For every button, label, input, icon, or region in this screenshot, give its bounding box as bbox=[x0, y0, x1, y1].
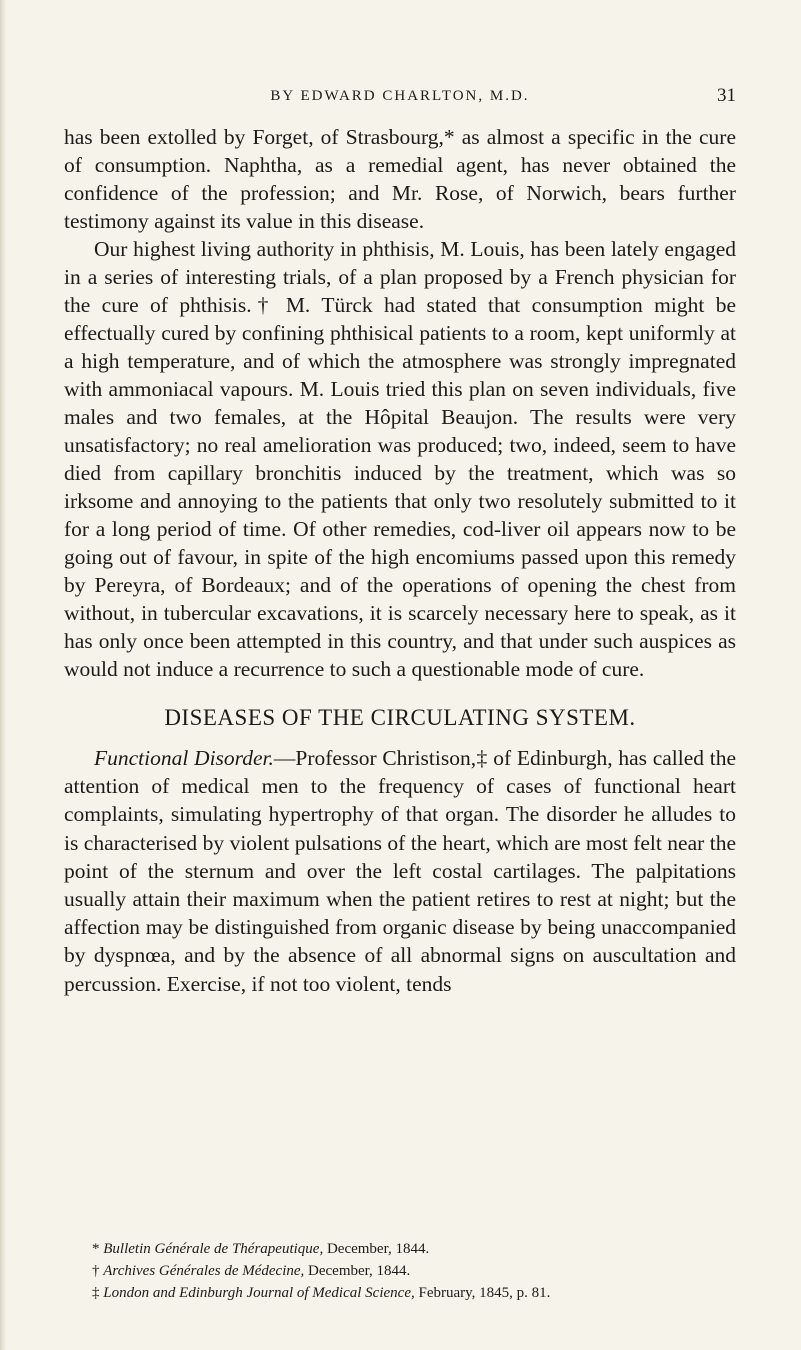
paragraph-text: —Professor Christison,‡ of Edinburgh, has called the attention of medical men to the frequency of cases of functional heart complaints, simulating hypertrophy of that organ. The disorder he alludes to is characterised by violent pulsations of the heart, which are most felt near the point of the sternum and over the left costal cartilages. The palpitations usually attain their maximum when the patient retires to rest at night; but the affection may be distinguished from organic disease by being unaccompanied by dyspnœa, and by the absence of all abnormal signs on auscultation and percussion. Exercise, if not too violent, tends bbox=[64, 746, 737, 996]
page-number: 31 bbox=[717, 85, 736, 106]
footnote bbox=[64, 1260, 736, 1282]
footnote-rest: December, 1844. bbox=[323, 1241, 430, 1257]
footnote-title: Bulletin Générale de Thérapeutique, bbox=[103, 1241, 324, 1257]
footnote bbox=[64, 1238, 736, 1260]
paragraph-label: Functional Disorder. bbox=[94, 746, 274, 770]
paragraph: has been extolled by Forget, of Strasbourg,* as almost a specific in the cure of consumption. Naphtha, as a remedial agent, has never obtained the confidence of the profession; and Mr. Rose, of Norwich, bears further testimony against its value in this disease. bbox=[64, 125, 736, 233]
footnote-mark: ‡ bbox=[92, 1285, 100, 1301]
footnote bbox=[64, 1282, 736, 1304]
footnote-title: Archives Générales de Médecine, bbox=[103, 1263, 305, 1279]
footnote-rest: December, 1844. bbox=[304, 1263, 411, 1279]
footnote-rest: February, 1845, p. 81. bbox=[414, 1285, 551, 1301]
running-head: BY EDWARD CHARLTON, M.D. bbox=[270, 88, 530, 104]
footnote-title: London and Edinburgh Journal of Medical Science, bbox=[103, 1285, 415, 1301]
section-body bbox=[64, 744, 736, 998]
page-edge bbox=[0, 0, 6, 1350]
footnote-mark: † bbox=[92, 1263, 100, 1279]
paragraph bbox=[64, 744, 736, 998]
section-heading: DISEASES OF THE CIRCULATING SYSTEM. bbox=[164, 705, 636, 730]
footnotes bbox=[64, 1238, 736, 1304]
footnote-mark: * bbox=[92, 1241, 100, 1257]
page-header bbox=[64, 85, 736, 116]
body-text bbox=[64, 123, 736, 683]
paragraph: Our highest living authority in phthisis, M. Louis, has been lately engaged in a series of interesting trials, of a plan proposed by a French physician for the cure of phthisis.† M. Türck had stated that consumption might be effectually cured by confining phthisical patients to a room, kept uniformly at a high temperature, and of which the atmosphere was strongly impregnated with ammoniacal vapours. M. Louis tried this plan on seven individuals, five males and two females, at the Hôpital Beaujon. The results were very unsatisfactory; no real amelioration was produced; two, indeed, seem to have died from capillary bronchitis induced by the treatment, which was so irksome and annoying to the patients that only two resolutely submitted to it for a long period of time. Of other remedies, cod-liver oil appears now to be going out of favour, in spite of the high encomiums passed upon this remedy by Pereyra, of Bordeaux; and of the operations of opening the chest from without, in tubercular excavations, it is scarcely necessary here to speak, as it has only once been attempted in this country, and that under such auspices as would not induce a recurrence to such a questionable mode of cure. bbox=[64, 237, 736, 681]
